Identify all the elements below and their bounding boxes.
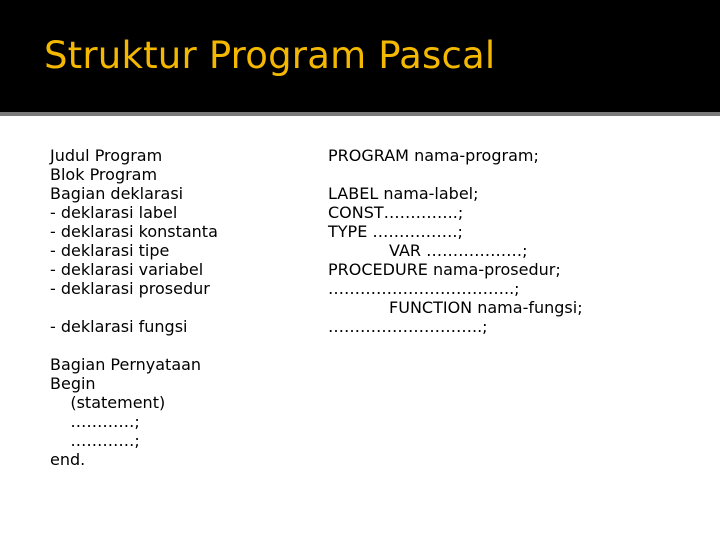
structure-line: - deklarasi konstanta	[50, 222, 218, 241]
syntax-line: PROCEDURE nama-prosedur;	[328, 260, 561, 279]
syntax-line: PROGRAM nama-program;	[328, 146, 539, 165]
structure-line: …………;	[50, 412, 140, 431]
blank-line	[328, 165, 708, 184]
slide-title: Struktur Program Pascal	[44, 34, 496, 77]
structure-line: Bagian Pernyataan	[50, 355, 202, 374]
structure-line: …………;	[50, 431, 140, 450]
pascal-syntax-column	[328, 146, 708, 336]
syntax-line: CONST…………..;	[328, 203, 464, 222]
structure-line: - deklarasi prosedur	[50, 279, 210, 298]
program-structure-column	[50, 146, 320, 469]
structure-line: Blok Program	[50, 165, 158, 184]
syntax-line: LABEL nama-label;	[328, 184, 479, 203]
title-divider	[0, 112, 720, 116]
structure-line: - deklarasi variabel	[50, 260, 204, 279]
title-bar	[0, 0, 720, 112]
structure-line: Judul Program	[50, 146, 163, 165]
syntax-line: VAR ………………;	[328, 241, 528, 260]
structure-line: end.	[50, 450, 86, 469]
syntax-line: ……………………………..;	[328, 279, 520, 298]
syntax-line: TYPE …………….;	[328, 222, 463, 241]
structure-line: (statement)	[50, 393, 166, 412]
blank-line	[50, 336, 320, 355]
syntax-line: ………………………..;	[328, 317, 488, 336]
structure-line: - deklarasi label	[50, 203, 178, 222]
structure-line: - deklarasi fungsi	[50, 317, 188, 336]
structure-line: - deklarasi tipe	[50, 241, 170, 260]
syntax-line: FUNCTION nama-fungsi;	[328, 298, 583, 317]
structure-line: Bagian deklarasi	[50, 184, 184, 203]
blank-line	[50, 298, 320, 317]
structure-line: Begin	[50, 374, 96, 393]
